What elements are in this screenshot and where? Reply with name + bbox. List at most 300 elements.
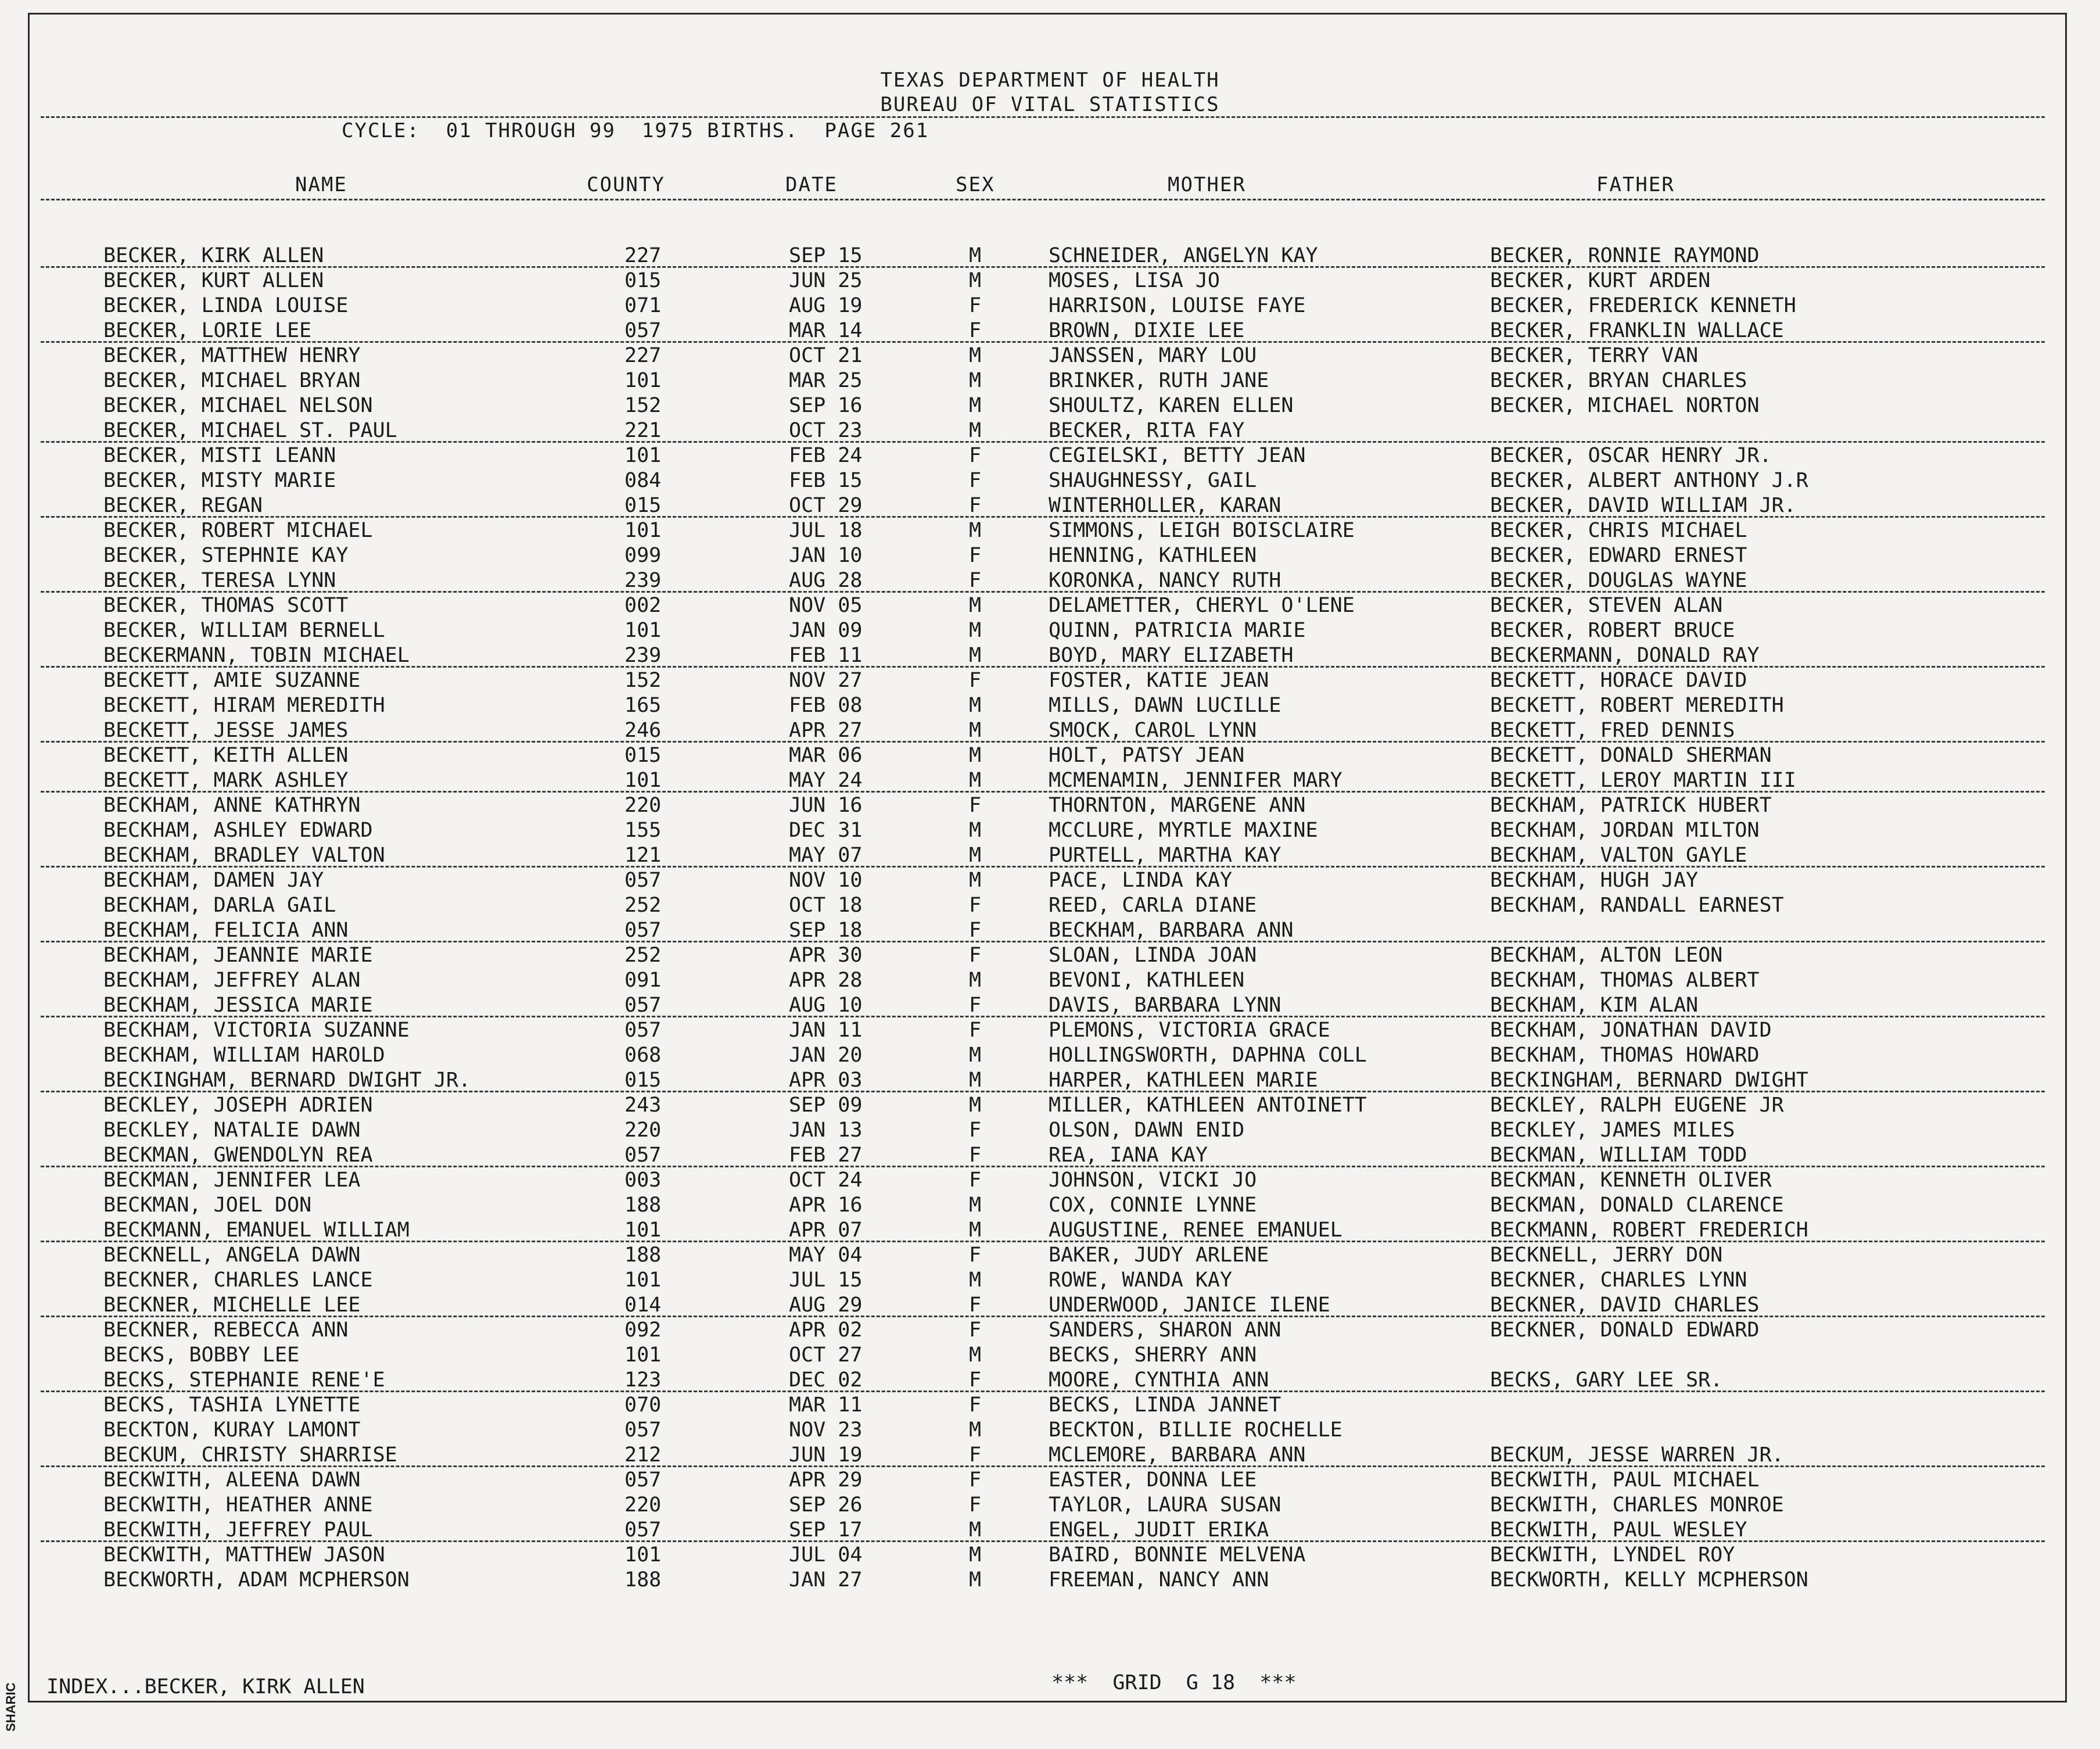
cell-county: 243 [624,1094,662,1117]
cell-father: BECKMAN, WILLIAM TODD [1490,1144,1747,1167]
header-rule-top [41,116,2045,118]
row-rule [41,1016,2045,1017]
cell-date: MAY 04 [789,1243,863,1267]
table-row [0,1243,2100,1268]
cell-name: BECKETT, HIRAM MEREDITH [103,694,385,717]
table-row [0,1518,2100,1543]
cell-name: BECKNER, REBECCA ANN [103,1318,349,1342]
cell-mother: BEVONI, KATHLEEN [1049,969,1245,992]
cell-date: MAY 07 [789,844,863,867]
cell-name: BECKERMANN, TOBIN MICHAEL [103,644,410,667]
cell-name: BECKER, KURT ALLEN [103,269,324,292]
row-rule [41,1241,2045,1242]
table-row [0,1268,2100,1293]
cell-sex: M [969,269,982,292]
cell-name: BECKHAM, DAMEN JAY [103,869,324,892]
cell-mother: HOLLINGSWORTH, DAPHNA COLL [1049,1044,1367,1067]
cell-mother: CEGIELSKI, BETTY JEAN [1049,444,1306,467]
cell-father: BECKER, RONNIE RAYMOND [1490,244,1760,267]
cell-father: BECKNER, DAVID CHARLES [1490,1293,1760,1317]
cell-date: OCT 29 [789,494,863,517]
cell-sex: F [969,1243,982,1267]
cell-sex: M [969,1069,982,1092]
cell-father: BECKHAM, KIM ALAN [1490,994,1699,1017]
table-row [0,319,2100,343]
cell-name: BECKMAN, JOEL DON [103,1194,312,1217]
cell-name: BECKETT, MARK ASHLEY [103,769,349,792]
cell-father: BECKHAM, THOMAS ALBERT [1490,969,1760,992]
cell-date: APR 16 [789,1194,863,1217]
row-rule [41,1540,2045,1542]
cell-name: BECKER, MISTY MARIE [103,469,336,492]
cell-father: BECKNER, CHARLES LYNN [1490,1268,1747,1292]
col-header-mother: MOTHER [1168,173,1246,196]
cell-date: MAR 06 [789,744,863,767]
cell-mother: KORONKA, NANCY RUTH [1049,569,1281,592]
cell-county: 220 [624,1493,662,1517]
cell-date: OCT 21 [789,344,863,367]
cell-date: AUG 29 [789,1293,863,1317]
cell-mother: BRINKER, RUTH JANE [1049,369,1269,392]
cell-sex: F [969,1293,982,1317]
cell-father: BECKHAM, ALTON LEON [1490,944,1723,967]
cell-county: 246 [624,719,662,742]
table-row [0,1044,2100,1068]
cell-mother: MCMENAMIN, JENNIFER MARY [1049,769,1342,792]
cell-father: BECKWITH, CHARLES MONROE [1490,1493,1784,1517]
cell-county: 188 [624,1568,662,1592]
row-rule [41,941,2045,942]
cell-mother: DAVIS, BARBARA LYNN [1049,994,1281,1017]
cell-sex: M [969,869,982,892]
cell-sex: F [969,1019,982,1042]
cell-county: 057 [624,994,662,1017]
cell-name: BECKUM, CHRISTY SHARRISE [103,1443,397,1467]
cell-sex: M [969,1343,982,1367]
cell-name: BECKER, WILLIAM BERNELL [103,619,385,642]
cell-name: BECKER, MICHAEL NELSON [103,394,373,417]
cell-sex: M [969,1418,982,1442]
cell-county: 070 [624,1393,662,1417]
cell-date: APR 27 [789,719,863,742]
cell-date: FEB 15 [789,469,863,492]
cell-county: 057 [624,1144,662,1167]
cell-county: 057 [624,1019,662,1042]
cell-date: OCT 27 [789,1343,863,1367]
row-rule [41,1091,2045,1092]
cycle-line: CYCLE: 01 THROUGH 99 1975 BIRTHS. PAGE 261 [342,119,929,142]
header-rule-bottom [41,199,2045,200]
cell-father: BECKETT, HORACE DAVID [1490,669,1747,692]
cell-name: BECKHAM, FELICIA ANN [103,919,349,942]
cell-father: BECKWITH, PAUL MICHAEL [1490,1468,1760,1492]
cell-mother: OLSON, DAWN ENID [1049,1119,1245,1142]
table-row [0,444,2100,468]
cell-date: APR 28 [789,969,863,992]
table-row [0,244,2100,268]
agency-title: TEXAS DEPARTMENT OF HEALTH [880,69,1220,92]
cell-county: 123 [624,1368,662,1392]
cell-father: BECKER, DAVID WILLIAM JR. [1490,494,1796,517]
cell-mother: UNDERWOOD, JANICE ILENE [1049,1293,1330,1317]
row-rule [41,441,2045,443]
table-row [0,1468,2100,1493]
cell-father: BECKER, ALBERT ANTHONY J.R [1490,469,1808,492]
cell-sex: F [969,1493,982,1517]
cell-date: AUG 28 [789,569,863,592]
cell-name: BECKER, MICHAEL BRYAN [103,369,361,392]
cell-sex: M [969,719,982,742]
cell-sex: M [969,969,982,992]
cell-mother: BECKS, SHERRY ANN [1049,1343,1257,1367]
cell-father: BECKETT, FRED DENNIS [1490,719,1735,742]
cell-date: FEB 11 [789,644,863,667]
col-header-father: FATHER [1596,173,1675,196]
cell-name: BECKS, TASHIA LYNETTE [103,1393,361,1417]
cell-mother: HENNING, KATHLEEN [1049,544,1257,567]
cell-name: BECKHAM, JESSICA MARIE [103,994,373,1017]
cell-father: BECKETT, DONALD SHERMAN [1490,744,1772,767]
cell-name: BECKNELL, ANGELA DAWN [103,1243,361,1267]
cell-sex: F [969,319,982,342]
cell-sex: F [969,1144,982,1167]
cell-father: BECKNELL, JERRY DON [1490,1243,1723,1267]
cell-sex: M [969,1194,982,1217]
cell-sex: M [969,519,982,542]
cell-father: BECKUM, JESSE WARREN JR. [1490,1443,1784,1467]
cell-county: 252 [624,944,662,967]
cell-county: 092 [624,1318,662,1342]
table-row [0,1418,2100,1443]
cell-county: 227 [624,344,662,367]
col-header-date: DATE [785,173,838,196]
cell-mother: THORNTON, MARGENE ANN [1049,794,1306,817]
cell-sex: M [969,594,982,617]
cell-county: 015 [624,744,662,767]
cell-mother: BECKTON, BILLIE ROCHELLE [1049,1418,1342,1442]
cell-mother: MCLEMORE, BARBARA ANN [1049,1443,1306,1467]
cell-date: OCT 23 [789,419,863,442]
cell-date: JAN 10 [789,544,863,567]
cell-sex: M [969,819,982,842]
cell-name: BECKNER, CHARLES LANCE [103,1268,373,1292]
cell-mother: SMOCK, CAROL LYNN [1049,719,1257,742]
table-row [0,1493,2100,1518]
table-row [0,1318,2100,1343]
cell-county: 220 [624,794,662,817]
cell-county: 015 [624,494,662,517]
cell-county: 188 [624,1243,662,1267]
cell-sex: F [969,944,982,967]
table-row [0,519,2100,543]
cell-father: BECKER, MICHAEL NORTON [1490,394,1760,417]
cell-county: 014 [624,1293,662,1317]
cell-sex: M [969,644,982,667]
cell-date: JUL 04 [789,1543,863,1567]
cell-mother: PACE, LINDA KAY [1049,869,1233,892]
cell-sex: F [969,669,982,692]
table-row [0,894,2100,918]
cell-county: 212 [624,1443,662,1467]
table-row [0,794,2100,818]
cell-date: JUN 19 [789,1443,863,1467]
cell-name: BECKER, MATTHEW HENRY [103,344,361,367]
cell-name: BECKWITH, MATTHEW JASON [103,1543,385,1567]
cell-county: 057 [624,1468,662,1492]
cell-mother: MILLER, KATHLEEN ANTOINETT [1049,1094,1367,1117]
table-row [0,544,2100,568]
cell-sex: M [969,769,982,792]
cell-county: 252 [624,894,662,917]
table-row [0,994,2100,1018]
cell-father: BECKHAM, JONATHAN DAVID [1490,1019,1772,1042]
cell-name: BECKMAN, JENNIFER LEA [103,1169,361,1192]
index-footer: INDEX...BECKER, KIRK ALLEN [46,1675,365,1698]
cell-father: BECKHAM, PATRICK HUBERT [1490,794,1772,817]
cell-county: 068 [624,1044,662,1067]
grid-footer: *** GRID G 18 *** [1051,1671,1297,1694]
side-label: SHARIC [3,1682,18,1732]
cell-county: 221 [624,419,662,442]
cell-sex: F [969,994,982,1017]
cell-name: BECKWITH, HEATHER ANNE [103,1493,373,1517]
cell-date: SEP 15 [789,244,863,267]
cell-name: BECKS, STEPHANIE RENE'E [103,1368,385,1392]
cell-mother: ENGEL, JUDIT ERIKA [1049,1518,1269,1542]
table-row [0,1568,2100,1593]
cell-sex: M [969,1518,982,1542]
table-row [0,294,2100,318]
cell-date: MAR 25 [789,369,863,392]
cell-date: SEP 18 [789,919,863,942]
cell-sex: M [969,694,982,717]
cell-date: DEC 02 [789,1368,863,1392]
cell-name: BECKER, KIRK ALLEN [103,244,324,267]
cell-date: JUN 25 [789,269,863,292]
cell-mother: BECKHAM, BARBARA ANN [1049,919,1294,942]
cell-mother: JANSSEN, MARY LOU [1049,344,1257,367]
cell-sex: M [969,844,982,867]
table-row [0,1194,2100,1218]
cell-father: BECKHAM, THOMAS HOWARD [1490,1044,1760,1067]
cell-county: 101 [624,1268,662,1292]
row-rule [41,266,2045,268]
cell-mother: EASTER, DONNA LEE [1049,1468,1257,1492]
cell-date: SEP 26 [789,1493,863,1517]
row-rule [41,1465,2045,1467]
cell-name: BECKS, BOBBY LEE [103,1343,300,1367]
cell-mother: SIMMONS, LEIGH BOISCLAIRE [1049,519,1355,542]
cell-name: BECKHAM, BRADLEY VALTON [103,844,385,867]
cell-father: BECKLEY, JAMES MILES [1490,1119,1735,1142]
cell-sex: M [969,1044,982,1067]
cell-mother: MCCLURE, MYRTLE MAXINE [1049,819,1318,842]
cell-sex: F [969,1169,982,1192]
row-rule [41,341,2045,343]
cell-sex: F [969,1318,982,1342]
cell-county: 101 [624,369,662,392]
table-row [0,594,2100,618]
cell-date: NOV 05 [789,594,863,617]
table-row [0,644,2100,668]
cell-date: AUG 19 [789,294,863,317]
cell-mother: PURTELL, MARTHA KAY [1049,844,1281,867]
cell-county: 057 [624,319,662,342]
cell-date: SEP 16 [789,394,863,417]
row-rule [41,1166,2045,1167]
table-row [0,394,2100,418]
cell-name: BECKER, REGAN [103,494,263,517]
table-row [0,1343,2100,1368]
cell-father: BECKLEY, RALPH EUGENE JR [1490,1094,1784,1117]
cell-name: BECKHAM, JEFFREY ALAN [103,969,361,992]
cell-sex: F [969,1393,982,1417]
cell-date: NOV 23 [789,1418,863,1442]
cell-sex: M [969,419,982,442]
cell-sex: M [969,1268,982,1292]
table-row [0,469,2100,493]
cell-date: MAY 24 [789,769,863,792]
cell-father: BECKER, BRYAN CHARLES [1490,369,1747,392]
cell-county: 227 [624,244,662,267]
cell-sex: M [969,744,982,767]
table-row [0,694,2100,718]
cell-sex: F [969,469,982,492]
table-row [0,819,2100,843]
cell-father: BECKINGHAM, BERNARD DWIGHT [1490,1069,1808,1092]
cell-father: BECKER, STEVEN ALAN [1490,594,1723,617]
cell-mother: MILLS, DAWN LUCILLE [1049,694,1281,717]
cell-name: BECKER, TERESA LYNN [103,569,336,592]
cell-sex: F [969,1443,982,1467]
table-row [0,1368,2100,1393]
cell-father: BECKERMANN, DONALD RAY [1490,644,1760,667]
cell-county: 015 [624,269,662,292]
cell-mother: HARPER, KATHLEEN MARIE [1049,1069,1318,1092]
cell-father: BECKER, FREDERICK KENNETH [1490,294,1796,317]
row-rule [41,666,2045,668]
cell-date: NOV 10 [789,869,863,892]
cell-date: JAN 11 [789,1019,863,1042]
cell-sex: F [969,1119,982,1142]
cell-mother: REED, CARLA DIANE [1049,894,1257,917]
cell-county: 239 [624,569,662,592]
cell-sex: M [969,1094,982,1117]
row-rule [41,516,2045,518]
cell-mother: REA, IANA KAY [1049,1144,1208,1167]
cell-name: BECKHAM, ANNE KATHRYN [103,794,361,817]
table-row [0,744,2100,768]
cell-county: 121 [624,844,662,867]
cell-county: 152 [624,669,662,692]
cell-name: BECKWITH, ALEENA DAWN [103,1468,361,1492]
cell-date: JUL 15 [789,1268,863,1292]
cell-sex: F [969,1468,982,1492]
cell-date: AUG 10 [789,994,863,1017]
cell-date: APR 02 [789,1318,863,1342]
cell-date: JAN 27 [789,1568,863,1592]
cell-father: BECKER, TERRY VAN [1490,344,1699,367]
cell-date: JUN 16 [789,794,863,817]
cell-date: APR 29 [789,1468,863,1492]
table-row [0,919,2100,943]
cell-date: SEP 09 [789,1094,863,1117]
cell-name: BECKHAM, DARLA GAIL [103,894,336,917]
cell-name: BECKTON, KURAY LAMONT [103,1418,361,1442]
cell-date: JUL 18 [789,519,863,542]
table-row [0,1144,2100,1168]
cell-county: 165 [624,694,662,717]
cell-name: BECKHAM, JEANNIE MARIE [103,944,373,967]
cell-father: BECKMAN, KENNETH OLIVER [1490,1169,1772,1192]
cell-date: DEC 31 [789,819,863,842]
cell-father: BECKHAM, VALTON GAYLE [1490,844,1747,867]
cell-name: BECKETT, KEITH ALLEN [103,744,349,767]
cell-county: 091 [624,969,662,992]
table-row [0,1543,2100,1568]
table-row [0,1094,2100,1118]
cell-name: BECKWITH, JEFFREY PAUL [103,1518,373,1542]
cell-father: BECKHAM, RANDALL EARNEST [1490,894,1784,917]
cell-county: 101 [624,619,662,642]
cell-sex: F [969,919,982,942]
table-row [0,344,2100,368]
cell-county: 002 [624,594,662,617]
table-row [0,719,2100,743]
cell-father: BECKHAM, JORDAN MILTON [1490,819,1760,842]
cell-county: 057 [624,869,662,892]
cell-mother: DELAMETTER, CHERYL O'LENE [1049,594,1355,617]
cell-county: 155 [624,819,662,842]
cell-father: BECKNER, DONALD EDWARD [1490,1318,1760,1342]
col-header-sex: SEX [956,173,995,196]
cell-sex: F [969,294,982,317]
cell-mother: FREEMAN, NANCY ANN [1049,1568,1269,1592]
table-row [0,1293,2100,1318]
cell-name: BECKLEY, JOSEPH ADRIEN [103,1094,373,1117]
cell-date: OCT 18 [789,894,863,917]
cell-mother: SCHNEIDER, ANGELYN KAY [1049,244,1318,267]
cell-name: BECKMANN, EMANUEL WILLIAM [103,1218,410,1242]
cell-father: BECKMANN, ROBERT FREDERICH [1490,1218,1808,1242]
cell-mother: WINTERHOLLER, KARAN [1049,494,1281,517]
cell-sex: M [969,369,982,392]
table-row [0,1218,2100,1243]
cell-date: APR 07 [789,1218,863,1242]
cell-date: FEB 08 [789,694,863,717]
table-row [0,269,2100,293]
cell-date: FEB 24 [789,444,863,467]
cell-mother: SHAUGHNESSY, GAIL [1049,469,1257,492]
cell-name: BECKMAN, GWENDOLYN REA [103,1144,373,1167]
table-row [0,844,2100,868]
cell-mother: QUINN, PATRICIA MARIE [1049,619,1306,642]
table-row [0,1069,2100,1093]
cell-mother: BECKER, RITA FAY [1049,419,1245,442]
row-rule [41,1390,2045,1392]
bureau-title: BUREAU OF VITAL STATISTICS [880,93,1220,116]
row-rule [41,866,2045,868]
cell-county: 188 [624,1194,662,1217]
cell-mother: TAYLOR, LAURA SUSAN [1049,1493,1281,1517]
cell-sex: F [969,544,982,567]
cell-mother: BOYD, MARY ELIZABETH [1049,644,1294,667]
cell-father: BECKER, KURT ARDEN [1490,269,1711,292]
table-row [0,369,2100,393]
cell-name: BECKLEY, NATALIE DAWN [103,1119,361,1142]
cell-sex: M [969,619,982,642]
cell-mother: COX, CONNIE LYNNE [1049,1194,1257,1217]
